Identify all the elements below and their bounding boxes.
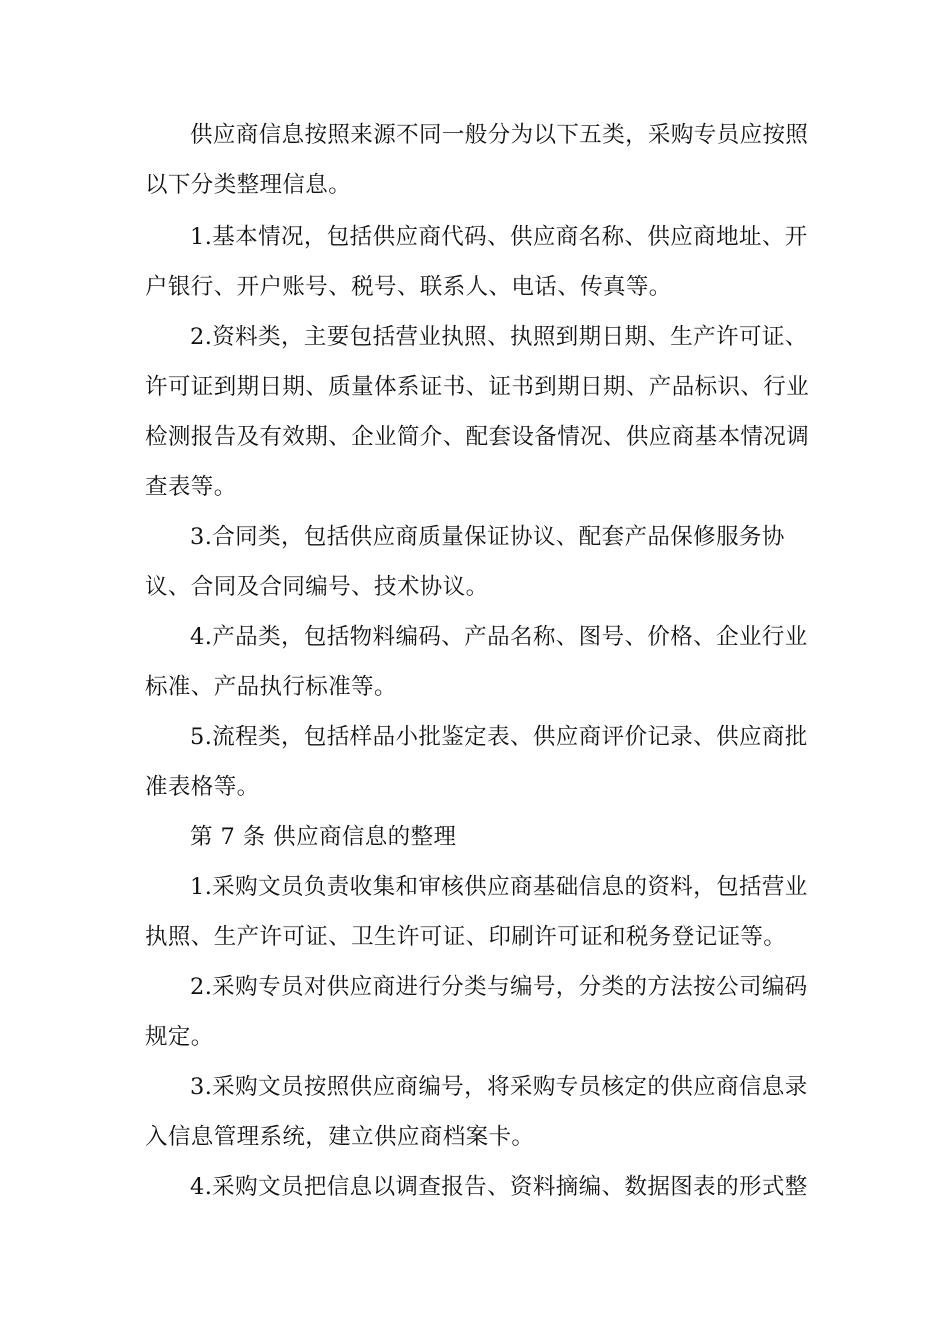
paragraph-intro-line-2: 以下分类整理信息。 [145, 172, 352, 198]
article-7-item-3-line-1: 3.采购文员按照供应商编号，将采购专员核定的供应商信息录 [190, 1074, 808, 1100]
article-7-item-2-line-2: 规定。 [145, 1024, 214, 1050]
paragraph-intro-line-1: 供应商信息按照来源不同一般分为以下五类，采购专员应按照 [190, 122, 809, 148]
list-item-2-line-4: 查表等。 [145, 474, 237, 500]
article-7-item-1-line-1: 1.采购文员负责收集和审核供应商基础信息的资料，包括营业 [190, 874, 808, 900]
article-7-item-2-line-1: 2.采购专员对供应商进行分类与编号，分类的方法按公司编码 [190, 974, 808, 1000]
article-7-item-4-line-1: 4.采购文员把信息以调查报告、资料摘编、数据图表的形式整 [190, 1174, 808, 1200]
list-item-5-line-2: 准表格等。 [145, 774, 260, 800]
list-item-3-line-2: 议、合同及合同编号、技术协议。 [145, 574, 489, 600]
list-item-5-line-1: 5.流程类，包括样品小批鉴定表、供应商评价记录、供应商批 [190, 724, 808, 750]
list-item-2-line-3: 检测报告及有效期、企业简介、配套设备情况、供应商基本情况调 [145, 424, 810, 450]
article-7-heading: 第 7 条 供应商信息的整理 [190, 824, 457, 850]
list-item-3-line-1: 3.合同类，包括供应商质量保证协议、配套产品保修服务协 [190, 524, 785, 550]
list-item-2-line-2: 许可证到期日期、质量体系证书、证书到期日期、产品标识、行业 [145, 374, 810, 400]
list-item-4-line-2: 标准、产品执行标准等。 [145, 674, 397, 700]
article-7-item-3-line-2: 入信息管理系统，建立供应商档案卡。 [145, 1124, 535, 1150]
list-item-4-line-1: 4.产品类，包括物料编码、产品名称、图号、价格、企业行业 [190, 624, 808, 650]
list-item-1-line-2: 户银行、开户账号、税号、联系人、电话、传真等。 [145, 274, 672, 300]
list-item-2-line-1: 2.资料类，主要包括营业执照、执照到期日期、生产许可证、 [190, 324, 808, 350]
list-item-1-line-1: 1.基本情况，包括供应商代码、供应商名称、供应商地址、开 [190, 224, 808, 250]
article-7-item-1-line-2: 执照、生产许可证、卫生许可证、印刷许可证和税务登记证等。 [145, 924, 787, 950]
